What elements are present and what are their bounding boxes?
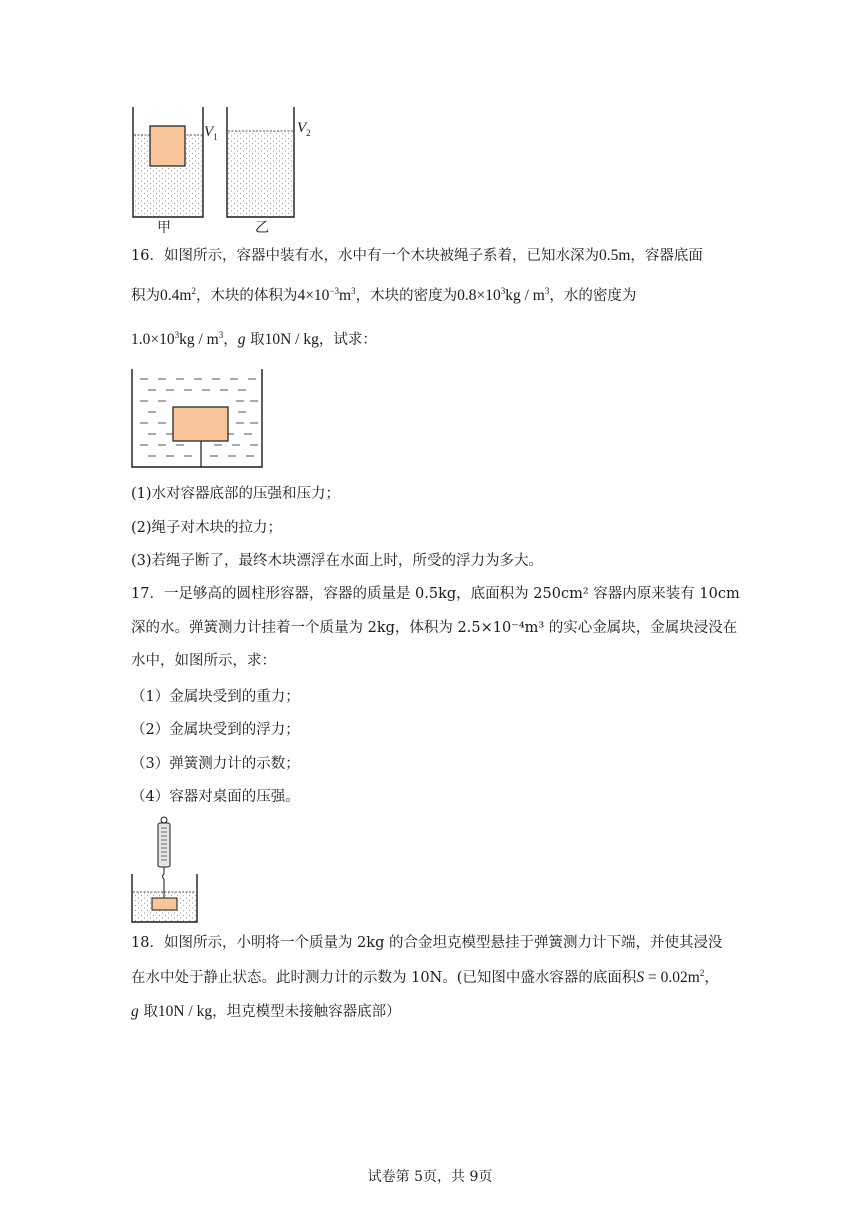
spring-scale-body [158,823,170,867]
container-jia [133,107,203,217]
label-v1: $V_1$ [204,124,218,142]
q18-line3: g 取10N / kg，坦克模型未接触容器底部） [131,1003,401,1020]
label-yi: 乙 [255,220,269,236]
figure-q15-containers [125,102,325,237]
q18-line2: 在水中处于静止状态。此时测力计的示数为 10N。(已知图中盛水容器的底面积$S = 0.02m^2$， [131,968,719,986]
page-footer: 试卷第 5页，共 9页 [367,1169,493,1185]
q16-sub1: (1)水对容器底部的压强和压力； [131,486,341,502]
q17-sub1: （1）金属块受到的重力； [131,689,300,705]
q17-sub2: （2）金属块受到的浮力； [131,722,300,738]
container-yi [227,107,294,217]
label-v2: $V_2$ [297,120,311,138]
wood-block-jia [150,126,185,166]
q16-sub2: (2)绳子对木块的拉力； [131,520,283,536]
figure-q16-tethered-block [128,367,268,471]
q16-line2: 积为$0.4m^2$，木块的体积为$4\times 10^{-3}m^3$，木块的密度为$0.8\times 10^3kg / m^3$，水的密度为 [131,286,637,304]
q17-line2: 深的水。弹簧测力计挂着一个质量为 2kg，体积为 2.5×10⁻⁴m³ 的实心金属块，金属块浸没在 [131,620,738,636]
q17-sub3: （3）弹簧测力计的示数； [131,756,300,772]
q16-line3: $1.0\times 10^3kg / m^3$，g 取10N / kg，试求： [131,330,377,348]
q16-line1: 16．如图所示，容器中装有水，水中有一个木块被绳子系着，已知水深为0.5m，容器底面 [131,247,703,264]
q17-sub4: （4）容器对桌面的压强。 [131,789,300,805]
q18-line1: 18．如图所示，小明将一个质量为 2kg 的合金坦克模型悬挂于弹簧测力计下端，并使其浸没 [131,935,723,951]
q17-line1: 17．一足够高的圆柱形容器，容器的质量是 0.5kg，底面积为 250cm² 容器内原来装有 10cm [131,586,740,602]
wood-block [173,407,228,441]
label-jia: 甲 [157,220,171,236]
metal-block [152,898,177,910]
figure-q17-spring-scale [128,814,202,926]
q16-sub3: (3)若绳子断了，最终木块漂浮在水面上时，所受的浮力为多大。 [131,553,544,569]
q17-line3: 水中，如图所示，求： [131,653,276,669]
